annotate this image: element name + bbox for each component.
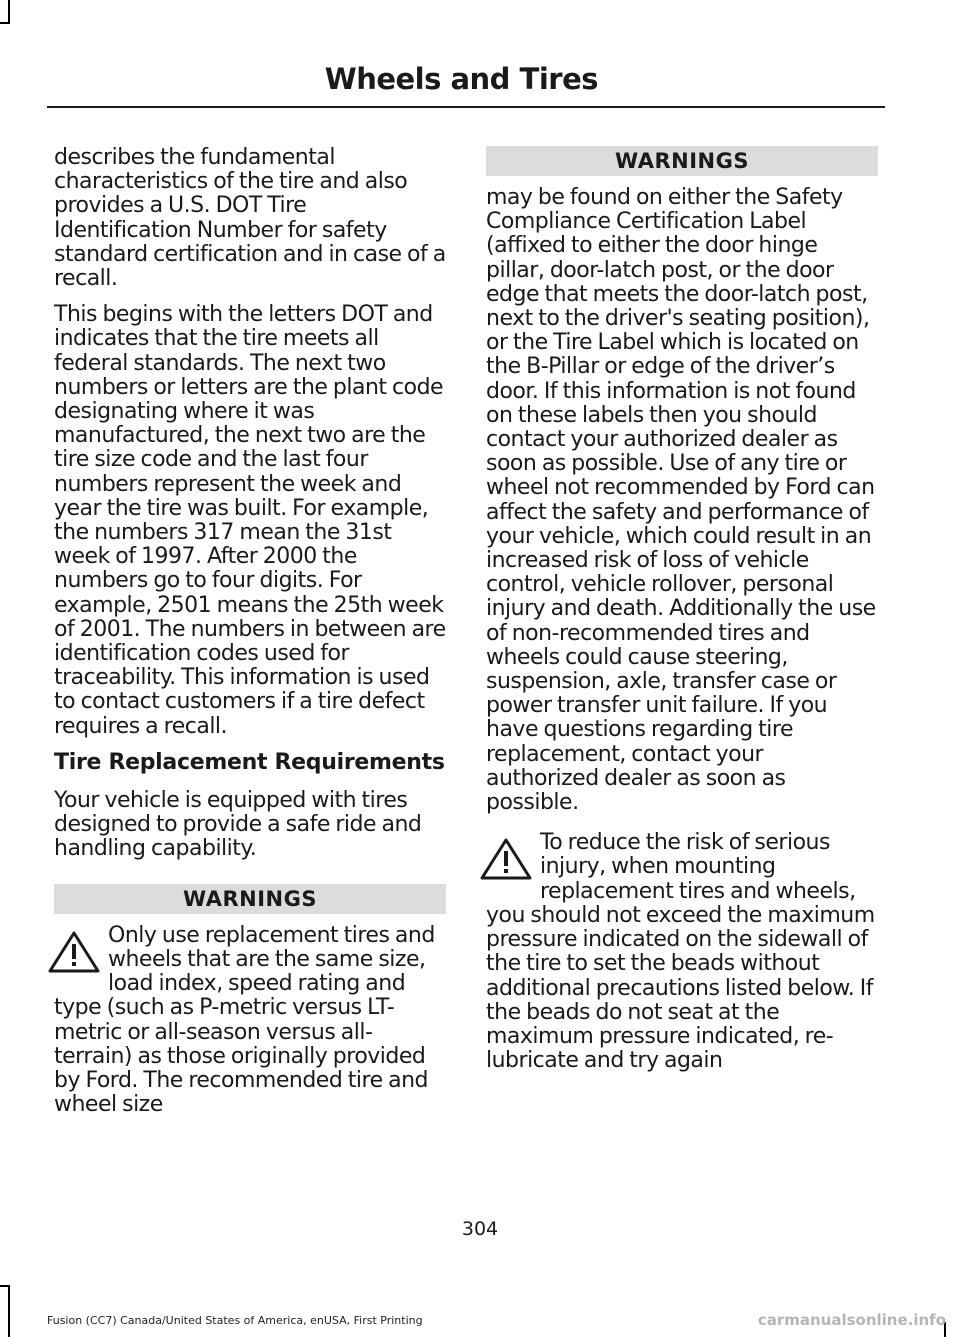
warnings-header: WARNINGS — [54, 884, 446, 914]
warning-triangle-icon — [48, 930, 100, 974]
warning-triangle-icon — [480, 837, 532, 881]
warning-text: To reduce the risk of serious injury, when mounting replacement tires and wheels, you should not exceed the maximum pressure indicated on the sidewall of the tire to set the beads without additional precautions listed below. If the beads do not seat at the maximum pressure indicated, re-lubricate and try again — [486, 830, 875, 1074]
page-number: 304 — [461, 1218, 499, 1240]
warnings-header: WARNINGS — [486, 146, 878, 176]
right-column — [486, 146, 878, 1085]
page-title: Wheels and Tires — [324, 62, 598, 96]
warning-item — [54, 924, 446, 1118]
paragraph-warning-continued: may be found on either the Safety Compliance Certification Label (affixed to either the door hinge pillar, door-latch post, or the door edge that meets the door-latch post, next to the driver's seating position), or the Tire Label which is located on the B-Pillar or edge of the driver’s door. If this information is not found on these labels then you should contact your authorized dealer as soon as possible. Use of any tire or wheel not recommended by Ford can affect the safety and performance of your vehicle, which could result in an increased risk of loss of vehicle control, vehicle rollover, personal injury and death. Additionally the use of non-recommended tires and wheels could cause steering, suspension, axle, transfer case or power transfer unit failure. If you have questions regarding tire replacement, contact your authorized dealer as soon as possible. — [486, 185, 876, 816]
paragraph-tire-equipment: Your vehicle is equipped with tires designed to provide a safe ride and handling capability. — [54, 788, 422, 862]
crop-mark-bottom-left-h — [0, 1285, 10, 1287]
crop-mark-top-left-h — [0, 22, 10, 24]
crop-mark-bottom-left — [8, 1285, 10, 1337]
section-heading-tire-replacement: Tire Replacement Requirements — [54, 749, 445, 775]
paragraph-tire-characteristics: describes the fundamental characteristics of the tire and also provides a U.S. DOT Tire Identification Number for safety standard certification and in case of a recall. — [54, 145, 446, 292]
watermark: carmanualsonline.info — [757, 1311, 946, 1329]
header-rule — [47, 106, 885, 108]
footer-text: Fusion (CC7) Canada/United States of America, enUSA, First Printing — [47, 1314, 423, 1327]
warning-item — [486, 831, 878, 1073]
crop-mark-top-left — [8, 0, 10, 24]
paragraph-dot-code: This begins with the letters DOT and indicates that the tire meets all federal standards. The next two numbers or letters are the plant code designating where it was manufactured, the next two are the tire size code and the last four numbers represent the week and year the tire was built. For example, the numbers 317 mean the 31st week of 1997. After 2000 the numbers go to four digits. For example, 2501 means the 25th week of 2001. The numbers in between are identification codes used for traceability. This information is used to contact customers if a tire defect requires a recall. — [54, 302, 446, 739]
left-column — [54, 146, 446, 1129]
warning-text: Only use replacement tires and wheels that are the same size, load index, speed rating and type (such as P-metric versus LT-metric or all-season versus all-terrain) as those originally provided by Ford. The recommended tire and wheel size — [54, 922, 435, 1118]
